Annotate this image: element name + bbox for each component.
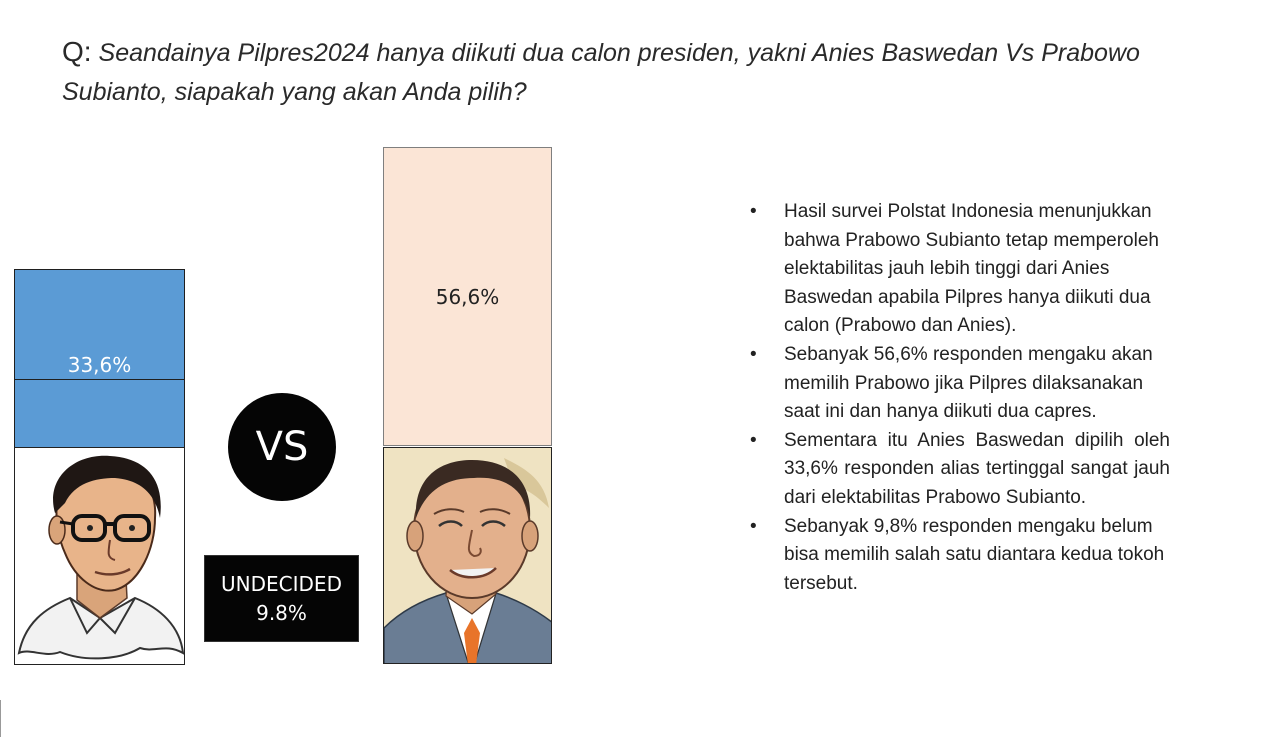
findings-list	[750, 198, 1170, 598]
bullet-icon: •	[750, 515, 757, 537]
finding-item	[750, 341, 1170, 427]
bar-anies-upper-segment	[15, 270, 184, 380]
finding-text: Sebanyak 9,8% responden mengaku belum bisa memilih salah satu diantara kedua tokoh tersebut.	[784, 515, 1165, 594]
prabowo-caricature-icon	[384, 448, 552, 664]
bar-prabowo	[383, 147, 552, 446]
question-prefix: Q:	[62, 36, 92, 67]
page-edge-divider	[0, 700, 1, 737]
finding-text: Hasil survei Polstat Indonesia menunjukkan bahwa Prabowo Subianto tetap memperoleh elektabilitas jauh lebih tinggi dari Anies Baswedan apabila Pilpres hanya diikuti dua calon (Prabowo dan Anies).	[784, 201, 1159, 337]
vs-badge: VS	[228, 393, 336, 501]
bullet-icon: •	[750, 343, 757, 365]
portrait-anies	[14, 447, 185, 665]
finding-item	[750, 198, 1170, 341]
question-text: Seandainya Pilpres2024 hanya diikuti dua calon presiden, yakni Anies Baswedan Vs Prabowo Subianto, siapakah yang akan Anda pilih?	[62, 39, 1140, 106]
survey-question	[62, 32, 1232, 112]
undecided-label: UNDECIDED	[221, 571, 342, 596]
bar-label-anies: 33,6%	[67, 353, 132, 377]
bar-label-prabowo: 56,6%	[435, 285, 500, 309]
bullet-icon: •	[750, 201, 757, 222]
undecided-box	[204, 555, 359, 642]
finding-item	[750, 513, 1170, 599]
finding-text: Sementara itu Anies Baswedan dipilih oleh 33,6% responden alias tertinggal sangat jauh dari elektabilitas Prabowo Subianto.	[784, 429, 1170, 508]
finding-item	[750, 427, 1170, 513]
finding-text: Sebanyak 56,6% responden mengaku akan memilih Prabowo jika Pilpres dilaksanakan saat ini dan hanya diikuti dua capres.	[784, 343, 1153, 423]
bullet-icon: •	[750, 429, 757, 451]
bar-anies	[14, 269, 185, 448]
portrait-prabowo	[383, 447, 552, 664]
undecided-value: 9.8%	[256, 600, 307, 625]
anies-caricature-icon	[15, 448, 185, 665]
